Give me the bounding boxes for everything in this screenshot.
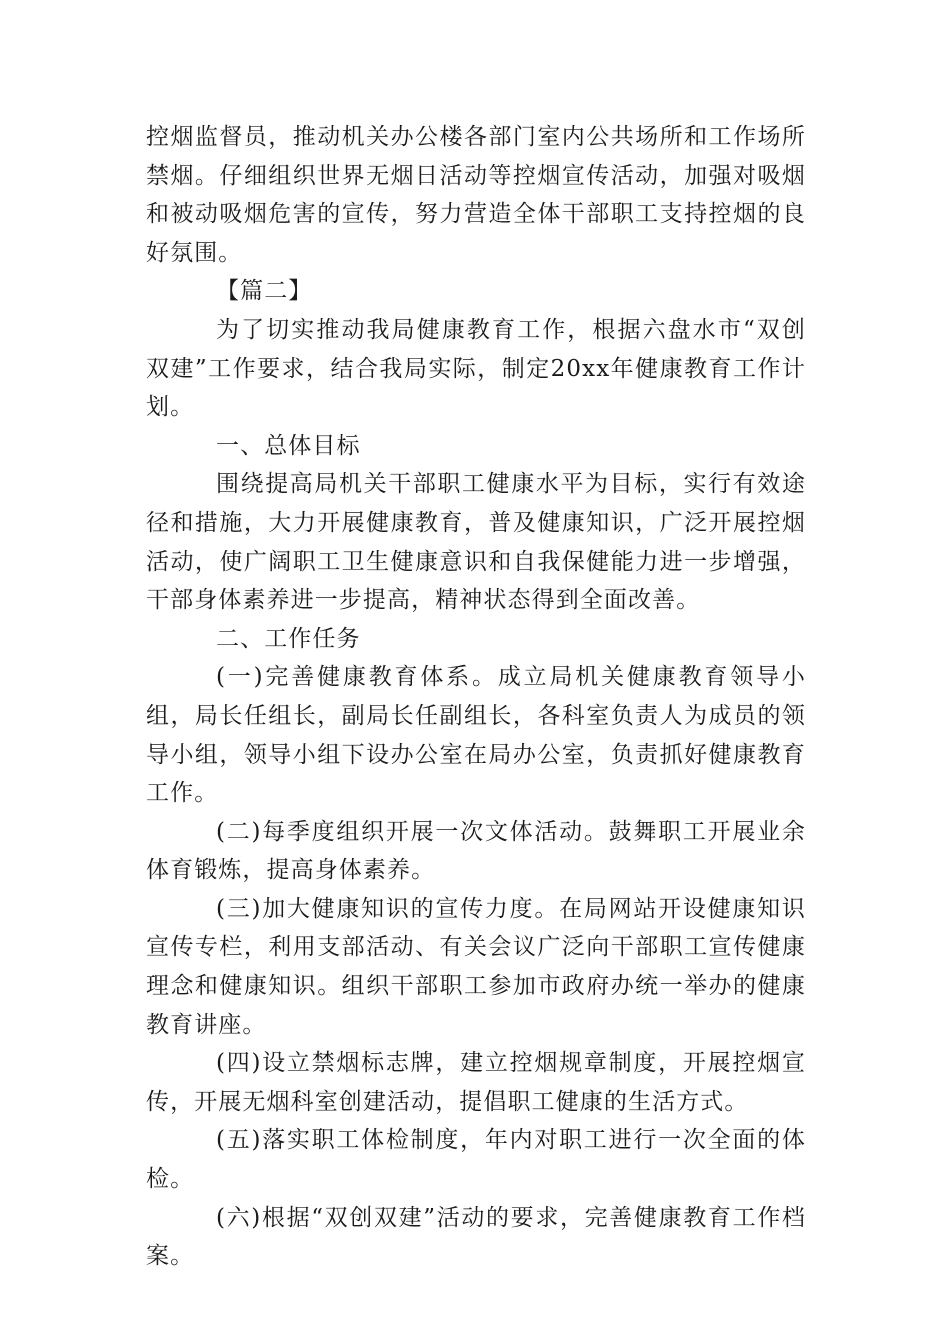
task-item-3: (三)加大健康知识的宣传力度。在局网站开设健康知识宣传专栏，利用支部活动、有关会议广泛向干部职工宣传健康理念和健康知识。组织干部职工参加市政府办统一举办的健康教育讲座。: [146, 895, 806, 1038]
task-item-6: (六)根据“双创双建”活动的要求，完善健康教育工作档案。: [146, 1204, 806, 1270]
paragraph-overall-goal: 围绕提高局机关干部职工健康水平为目标，实行有效途径和措施，大力开展健康教育，普及健康知识，广泛开展控烟活动，使广阔职工卫生健康意识和自我保健能力进一步增强，干部身体素养进一步提高，精神状态得到全面改善。: [146, 471, 806, 614]
task-item-1: (一)完善健康教育体系。成立局机关健康教育领导小组，局长任组长，副局长任副组长，各科室负责人为成员的领导小组，领导小组下设办公室在局办公室，负责抓好健康教育工作。: [146, 664, 806, 807]
task-item-5: (五)落实职工体检制度，年内对职工进行一次全面的体检。: [146, 1127, 806, 1193]
heading-overall-goal: 一、总体目标: [216, 432, 361, 459]
document-body: [146, 118, 806, 1276]
task-item-2: (二)每季度组织开展一次文体活动。鼓舞职工开展业余体育锻炼，提高身体素养。: [146, 818, 806, 884]
heading-work-tasks: 二、工作任务: [216, 625, 361, 652]
section-heading-part-two: 【篇二】: [216, 278, 313, 305]
paragraph-smoking-control: 控烟监督员，推动机关办公楼各部门室内公共场所和工作场所禁烟。仔细组织世界无烟日活动等控烟宣传活动，加强对吸烟和被动吸烟危害的宣传，努力营造全体干部职工支持控烟的良好氛围。: [146, 124, 806, 266]
task-item-4: (四)设立禁烟标志牌，建立控烟规章制度，开展控烟宣传，开展无烟科室创建活动，提倡职工健康的生活方式。: [146, 1050, 806, 1115]
paragraph-intro: 为了切实推动我局健康教育工作，根据六盘水市“双创双建”工作要求，结合我局实际，制定20xx年健康教育工作计划。: [146, 316, 806, 421]
